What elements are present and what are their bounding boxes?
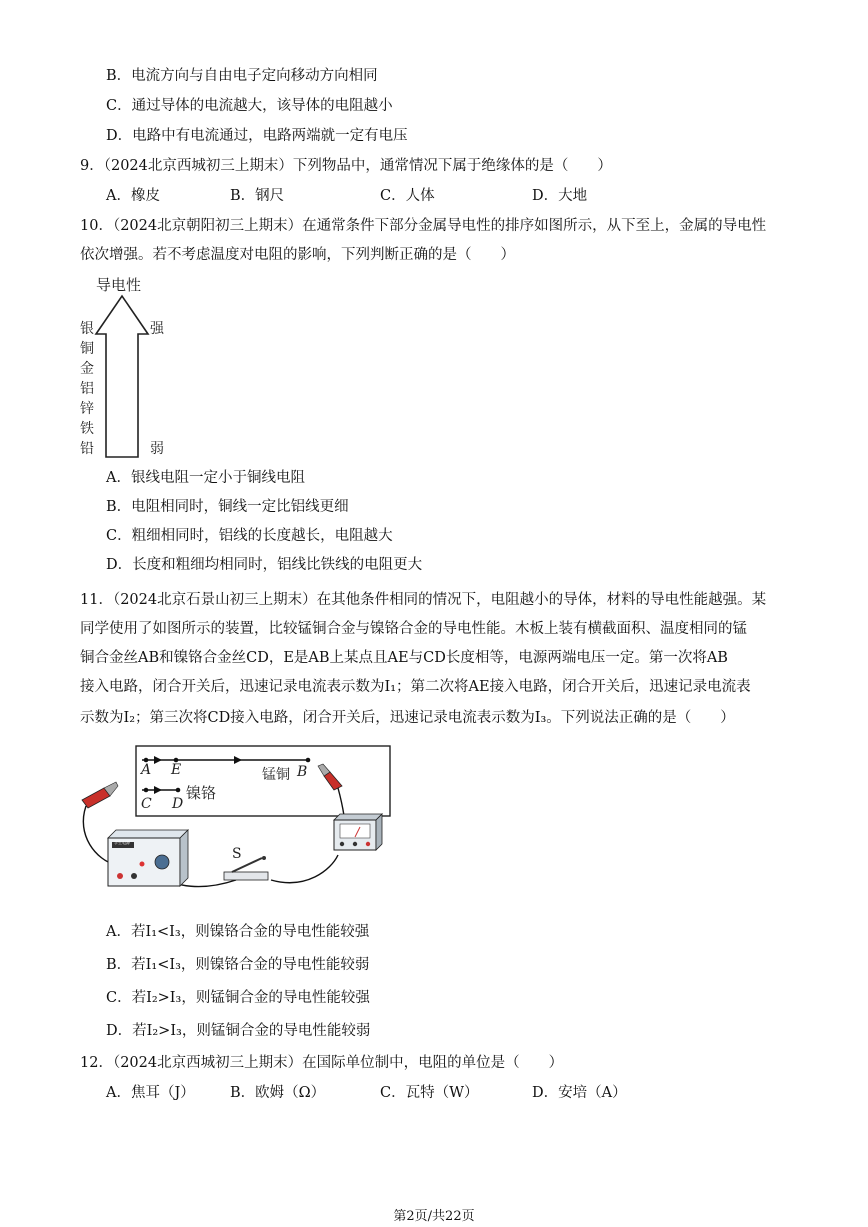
q8-option-c: C．通过导体的电流越大，该导体的电阻越小 xyxy=(106,98,393,114)
nichrome-label: 镍铬 xyxy=(186,784,217,802)
metal-label: 铁 xyxy=(80,421,94,437)
q12-option-d: D．安培（A） xyxy=(532,1085,627,1101)
q9-stem: 9．（2024北京西城初三上期末）下列物品中，通常情况下属于绝缘体的是（ ） xyxy=(80,158,612,174)
q11-stem-line5: 示数为I₂；第三次将CD接入电路，闭合开关后，迅速记录电流表示数为I₃。下列说法正确的是（ ） xyxy=(80,710,735,726)
metal-label: 铅 xyxy=(80,441,94,457)
q9-option-b: B．钢尺 xyxy=(230,188,285,204)
ammeter-icon xyxy=(334,814,382,850)
q12-option-c: C．瓦特（W） xyxy=(380,1085,479,1101)
q11-stem-line1: 11．（2024北京石景山初三上期末）在其他条件相同的情况下，电阻越小的导体，材料的导电性能越强。某 xyxy=(80,592,767,608)
q11-option-b: B．若I₁<I₃，则镍铬合金的导电性能较弱 xyxy=(106,957,370,973)
q10-option-a: A．银线电阻一定小于铜线电阻 xyxy=(106,470,305,486)
metal-label: 锌 xyxy=(80,401,94,417)
q8-option-d: D．电路中有电流通过，电路两端就一定有电压 xyxy=(106,128,408,144)
point-c-label: C xyxy=(141,796,152,812)
q9-option-d: D．大地 xyxy=(532,188,588,204)
power-supply-icon xyxy=(108,830,188,886)
conductivity-title: 导电性 xyxy=(96,276,142,294)
q12-stem: 12．（2024北京西城初三上期末）在国际单位制中，电阻的单位是（ ） xyxy=(80,1055,564,1071)
q9-option-a: A．橡皮 xyxy=(106,188,160,204)
q10-option-c: C．粗细相同时，铝线的长度越长，电阻越大 xyxy=(106,528,393,544)
q12-option-a: A．焦耳（J） xyxy=(106,1085,195,1101)
circuit-diagram xyxy=(76,740,406,890)
q12-option-b: B．欧姆（Ω） xyxy=(230,1085,326,1101)
q10-stem-line2: 依次增强。若不考虑温度对电阻的影响，下列判断正确的是（ ） xyxy=(80,247,515,263)
conductivity-figure xyxy=(76,272,186,462)
q8-option-b: B．电流方向与自由电子定向移动方向相同 xyxy=(106,68,378,84)
point-d-label: D xyxy=(172,796,184,812)
q11-option-c: C．若I₂>I₃，则锰铜合金的导电性能较强 xyxy=(106,990,370,1006)
metal-label: 金 xyxy=(80,361,94,377)
q11-option-d: D．若I₂>I₃，则锰铜合金的导电性能较弱 xyxy=(106,1023,371,1039)
q9-options xyxy=(106,186,806,206)
q10-stem-line1: 10．（2024北京朝阳初三上期末）在通常条件下部分金属导电性的排序如图所示，从下至上，金属的导电性 xyxy=(80,218,767,234)
switch-label: S xyxy=(232,846,242,862)
q11-option-a: A．若I₁<I₃，则镍铬合金的导电性能较强 xyxy=(106,924,370,940)
point-b-label: B xyxy=(297,764,308,780)
q12-options xyxy=(106,1083,806,1103)
power-supply-label: 学生电源 xyxy=(114,840,130,845)
q11-stem-line2: 同学使用了如图所示的装置，比较锰铜合金与镍铬合金的导电性能。木板上装有横截面积、温度相同的锰 xyxy=(80,621,747,637)
metal-label: 铜 xyxy=(80,341,94,357)
q9-option-c: C．人体 xyxy=(380,188,435,204)
circuit-figure xyxy=(76,740,406,890)
weak-label: 弱 xyxy=(150,441,164,457)
alligator-clip-left-icon xyxy=(82,782,118,808)
strong-label: 强 xyxy=(150,321,164,337)
point-a-label: A xyxy=(141,762,152,778)
point-e-label: E xyxy=(171,762,182,778)
switch-icon xyxy=(224,856,268,880)
q11-stem-line4: 接入电路，闭合开关后，迅速记录电流表示数为I₁；第二次将AE接入电路，闭合开关后，迅速记录电流表 xyxy=(80,679,751,695)
page-footer: 第2页/共22页 xyxy=(393,1209,475,1224)
q11-stem-line3: 铜合金丝AB和镍铬合金丝CD，E是AB上某点且AE与CD长度相等，电源两端电压一定。第一次将AB xyxy=(80,650,728,666)
metal-label: 铝 xyxy=(80,381,94,397)
q10-option-d: D．长度和粗细均相同时，铝线比铁线的电阻更大 xyxy=(106,557,423,573)
manganin-label: 锰铜 xyxy=(262,767,290,783)
q10-option-b: B．电阻相同时，铜线一定比铝线更细 xyxy=(106,499,349,515)
metal-label: 银 xyxy=(80,321,94,337)
